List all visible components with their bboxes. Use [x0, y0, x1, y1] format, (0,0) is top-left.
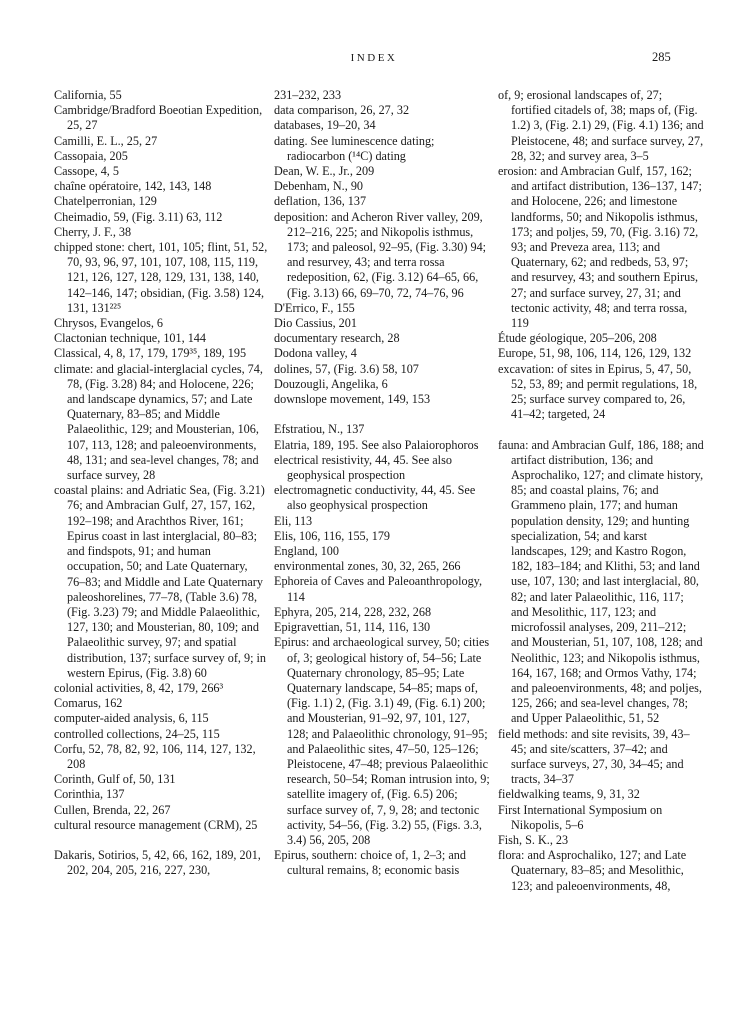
index-entry: Dean, W. E., Jr., 209	[274, 164, 375, 179]
index-entry: Dio Cassius, 201	[274, 316, 357, 331]
index-entry: dolines, 57, (Fig. 3.6) 58, 107	[274, 361, 419, 376]
index-entry: electrical resistivity, 44, 45. See also geophysical prospection	[274, 452, 452, 483]
index-entry: Camilli, E. L., 25, 27	[54, 133, 158, 148]
index-entry: Clactonian technique, 101, 144	[54, 331, 206, 346]
index-entry: Classical, 4, 8, 17, 179, 179³⁵, 189, 195	[54, 346, 247, 361]
index-entry: Cambridge/Bradford Boeotian Expedition, 25, 27	[54, 103, 263, 133]
index-entry: documentary research, 28	[274, 331, 400, 346]
index-entry: electromagnetic conductivity, 44, 45. See also geophysical prospection	[274, 483, 476, 513]
index-entry: Epigravettian, 51, 114, 116, 130	[274, 620, 431, 635]
index-entry: Elis, 106, 116, 155, 179	[274, 528, 391, 543]
index-entry: Fish, S. K., 23	[498, 832, 569, 847]
index-entry: Comarus, 162	[54, 696, 123, 711]
index-entry: fauna: and Ambracian Gulf, 186, 188; and artifact distribution, 136; and Asprochaliko, 127; and climate history, 85; and coastal plains, 76; and Grammeno plain, 177; and human population density, 129; and hunting specialization, 54; and karst landscapes, 129; and Kastro Rogon, 182, 183–184; and Klithi, 53; and land use, 107, 130; and last interglacial, 80, 82; and later Palaeolithic, 116, 117; and Mesolithic, 117, 123; and microfossil analyses, 209, 211–212; and Mousterian, 51, 107, 108, 128; and Neolithic, 123; and Nikopolis isthmus, 164, 167, 168; and Ormos Vathy, 174; and paleoenvironments, 48; and poljes, 125, 266; and sea-level changes, 78; and Upper Palaeolithic, 51, 52	[498, 437, 704, 726]
index-entry: Cassopaia, 205	[54, 148, 128, 163]
index-entry: controlled collections, 24–25, 115	[54, 726, 220, 741]
index-entry: data comparison, 26, 27, 32	[274, 103, 410, 118]
index-entry: erosion: and Ambracian Gulf, 157, 162; and artifact distribution, 136–137, 147; and Holocene, 226; and limestone landforms, 50; and Nikopolis isthmus, 173; and poljes, 59, 70, (Fig. 3.16) 72, 93; and Preveza area, 113; and Quaternary, 62; and redbeds, 53, 97; and resurvey, 43; and southern Epirus, 27; and surface survey, 27, 31; and tectonic activity, 48; and terra rossa, 119	[498, 164, 702, 331]
index-entry: California, 55	[54, 88, 122, 102]
index-entry: Ephoreia of Caves and Paleoanthropology, 114	[274, 574, 483, 604]
index-entry: 231–232, 233	[274, 88, 342, 102]
index-entry: Eli, 113	[274, 513, 313, 528]
index-entry: Epirus, southern: choice of, 1, 2–3; and cultural remains, 8; economic basis	[274, 848, 466, 878]
index-entry: Ephyra, 205, 214, 228, 232, 268	[274, 604, 432, 619]
index-column-1	[54, 88, 268, 879]
index-entry: England, 100	[274, 544, 339, 559]
index-entry: First International Symposium on Nikopolis, 5–6	[498, 802, 663, 832]
index-entry: Corinth, Gulf of, 50, 131	[54, 772, 176, 787]
index-entry: cultural resource management (CRM), 25	[54, 817, 258, 832]
index-entry: excavation: of sites in Epirus, 5, 47, 50, 52, 53, 89; and permit regulations, 18, 25; surface survey compared to, 26, 41–42; targeted, 24	[498, 361, 698, 422]
running-header: INDEX	[350, 52, 398, 64]
index-entry: Corfu, 52, 78, 82, 92, 106, 114, 127, 132, 208	[54, 741, 256, 771]
index-entry: Chatelperronian, 129	[54, 194, 157, 209]
index-entry: Efstratiou, N., 137	[274, 422, 365, 437]
index-entry: Cheimadio, 59, (Fig. 3.11) 63, 112	[54, 209, 223, 224]
section-gap	[274, 407, 490, 422]
index-entry: Dakaris, Sotirios, 5, 42, 66, 162, 189, 201, 202, 204, 205, 216, 227, 230,	[54, 848, 261, 878]
index-entry: field methods: and site revisits, 39, 43–45; and site/scatters, 37–42; and surface surveys, 27, 30, 34–45; and tracts, 34–37	[498, 726, 690, 787]
section-gap	[498, 422, 704, 437]
index-entry: downslope movement, 149, 153	[274, 392, 431, 407]
index-entry: deposition: and Acheron River valley, 209, 212–216, 225; and Nikopolis isthmus, 173; and paleosol, 92–95, (Fig. 3.30) 94; and resurvey, 43; and terra rossa redeposition, 62, (Fig. 3.12) 64–65, 66, (Fig. 3.13) 66, 69–70, 72, 74–76, 96	[274, 209, 487, 300]
index-entry: fieldwalking teams, 9, 31, 32	[498, 787, 640, 802]
index-entry: Epirus: and archaeological survey, 50; cities of, 3; geological history of, 54–56; Late Quaternary chronology, 85–95; Late Quaternary landscape, 54–85; maps of, (Fig. 1.1) 2, (Fig. 3.1) 49, (Fig. 6.1) 200; and Mousterian, 91–92, 97, 101, 127, 128; and Palaeolithic chronology, 91–95; and Palaeolithic sites, 47–50, 125–126; Pleistocene, 47–48; previous Palaeolithic research, 50–54; Roman intrusion into, 9; satellite imagery of, (Fig. 6.5) 206; surface survey of, 7, 9, 28; and tectonic activity, 54–56, (Fig. 3.2) 55, (Figs. 3.3, 3.4) 56, 205, 208	[274, 635, 490, 847]
index-entry: Cassope, 4, 5	[54, 164, 119, 179]
index-entry: Douzougli, Angelika, 6	[274, 376, 388, 391]
index-column-2	[274, 88, 490, 879]
index-entry: Chrysos, Evangelos, 6	[54, 316, 164, 331]
index-entry: dating. See luminescence dating; radiocarbon (¹⁴C) dating	[274, 133, 435, 163]
section-gap	[54, 833, 268, 848]
index-entry: coastal plains: and Adriatic Sea, (Fig. 3.21) 76; and Ambracian Gulf, 27, 157, 162, 192–198; and Arachthos River, 161; Epirus coast in last interglacial, 80–83; and findspots, 91; and human occupation, 50; and Late Quaternary, 76–83; and Middle and Late Quaternary paleoshorelines, 77–78, (Table 3.6) 78, (Fig. 3.23) 79; and Middle Palaeolithic, 127, 130; and Mousterian, 80, 109; and Palaeolithic survey, 97; and spatial distribution, 137; surface survey of, 9; in western Epirus, (Fig. 3.8) 60	[54, 483, 267, 680]
index-entry: of, 9; erosional landscapes of, 27; fortified citadels of, 38; maps of, (Fig. 1.2) 3, (Fig. 2.1) 29, (Fig. 4.1) 136; and Pleistocene, 48; and surface survey, 27, 28, 32; and survey area, 3–5	[498, 88, 704, 163]
index-entry: colonial activities, 8, 42, 179, 266³	[54, 680, 224, 695]
index-entry: Elatria, 189, 195. See also Palaiorophoros	[274, 437, 479, 452]
index-entry: Corinthia, 137	[54, 787, 125, 802]
index-column-3	[498, 88, 704, 894]
index-entry: Étude géologique, 205–206, 208	[498, 331, 657, 346]
index-entry: Cherry, J. F., 38	[54, 224, 132, 239]
index-entry: databases, 19–20, 34	[274, 118, 376, 133]
index-entry: Cullen, Brenda, 22, 267	[54, 802, 171, 817]
index-entry: deflation, 136, 137	[274, 194, 367, 209]
index-entry: Dodona valley, 4	[274, 346, 357, 361]
page-number: 285	[652, 50, 671, 64]
index-entry: climate: and glacial-interglacial cycles, 74, 78, (Fig. 3.28) 84; and Holocene, 226; and landscape dynamics, 57; and Late Quaternary, 83–85; and Middle Palaeolithic, 129; and Mousterian, 106, 107, 113, 128; and paleoenvironments, 48, 131; and sea-level changes, 78; and surface survey, 28	[54, 361, 263, 483]
index-entry: chaîne opératoire, 142, 143, 148	[54, 179, 212, 194]
index-entry: flora: and Asprochaliko, 127; and Late Quaternary, 83–85; and Mesolithic, 123; and paleoenvironments, 48,	[498, 848, 687, 893]
index-entry: chipped stone: chert, 101, 105; flint, 51, 52, 70, 93, 96, 97, 101, 107, 108, 115, 119, 121, 126, 127, 128, 129, 131, 138, 140, 142–146, 147; obsidian, (Fig. 3.58) 124, 131, 131²²⁵	[54, 240, 268, 315]
index-entry: environmental zones, 30, 32, 265, 266	[274, 559, 461, 574]
index-entry: Europe, 51, 98, 106, 114, 126, 129, 132	[498, 346, 692, 361]
index-entry: D'Errico, F., 155	[274, 300, 355, 315]
index-entry: Debenham, N., 90	[274, 179, 364, 194]
index-entry: computer-aided analysis, 6, 115	[54, 711, 209, 726]
